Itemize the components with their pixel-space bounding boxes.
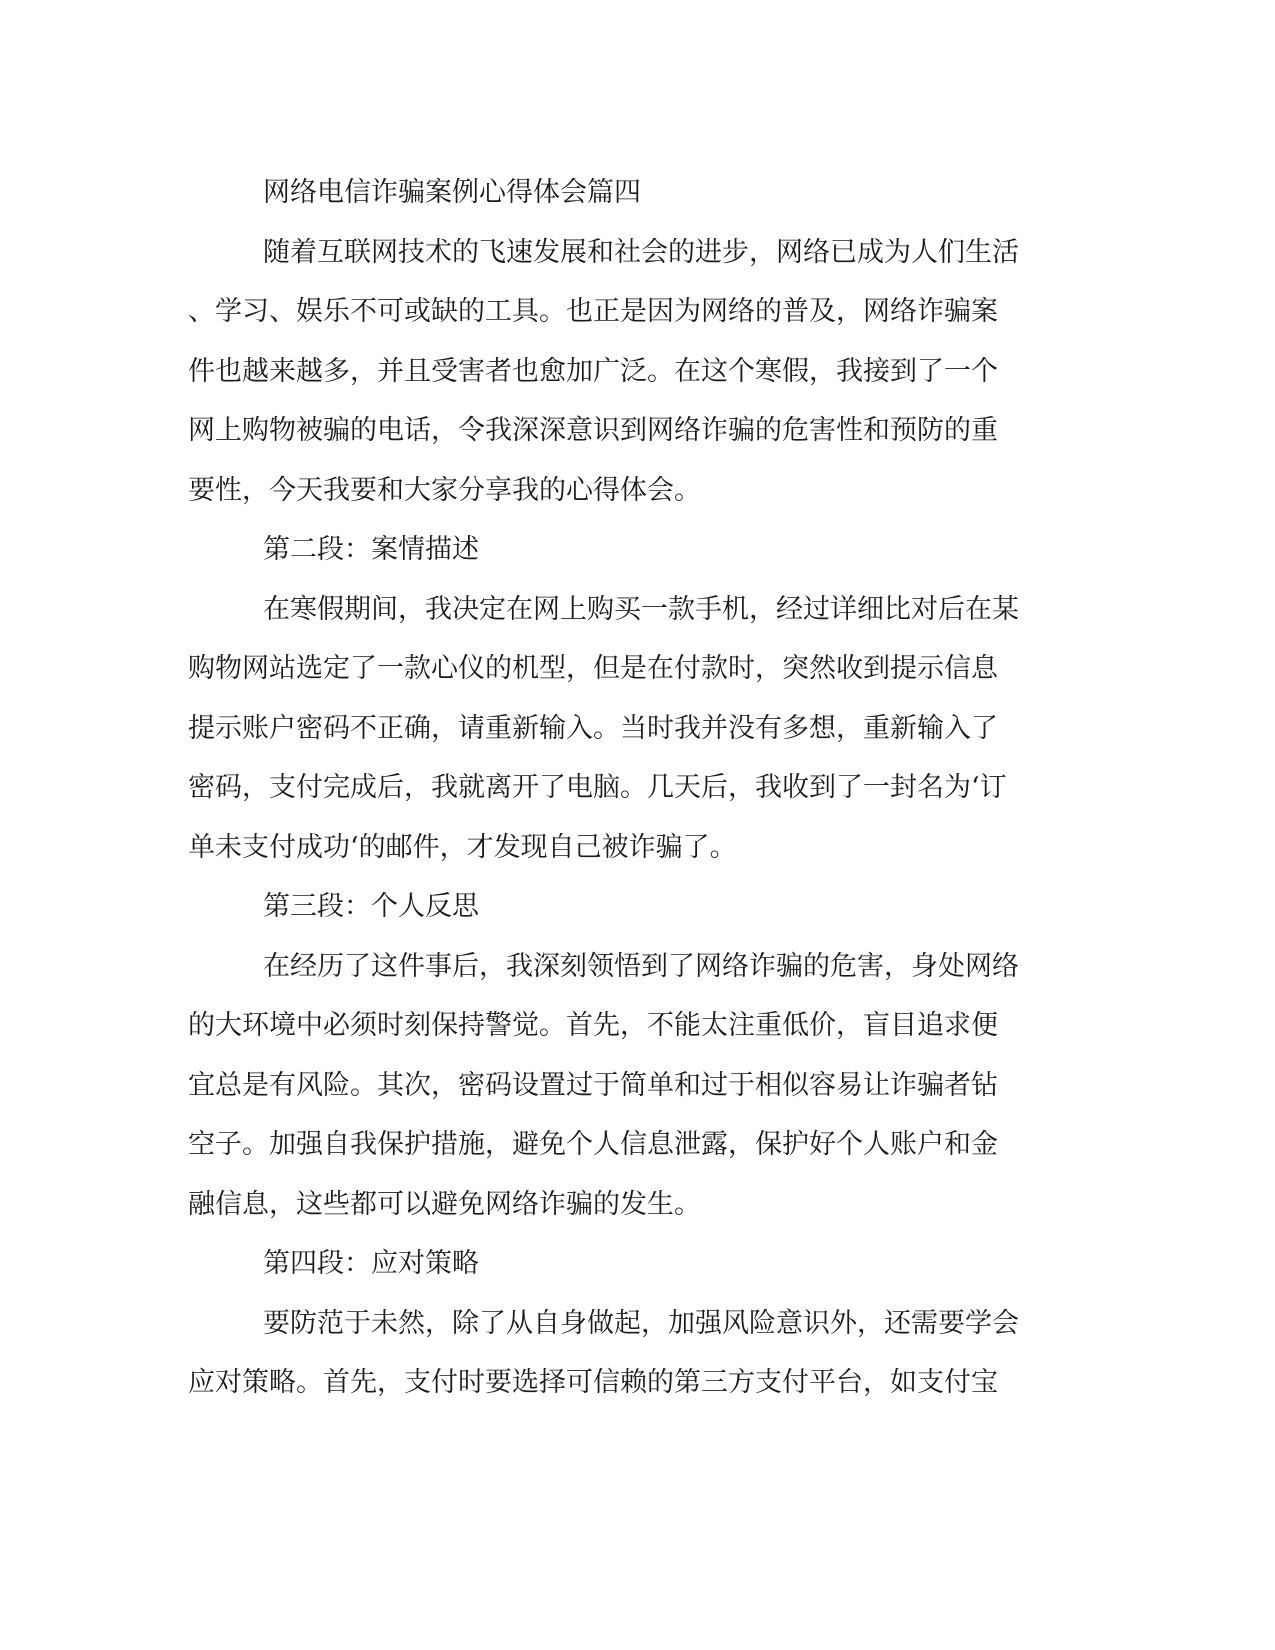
- document-title: 网络电信诈骗案例心得体会篇四: [263, 177, 641, 208]
- paragraph-2-line: 在寒假期间，我决定在网上购买一款手机，经过详细比对后在某: [263, 593, 1019, 625]
- paragraph-3-line: 在经历了这件事后，我深刻领悟到了网络诈骗的危害，身处网络: [263, 950, 1019, 982]
- paragraph-3-line: 空子。加强自我保护措施，避免个人信息泄露，保护好个人账户和金: [188, 1129, 998, 1160]
- paragraph-4-line: 应对策略。首先，支付时要选择可信赖的第三方支付平台，如支付宝: [188, 1367, 998, 1398]
- document-body: [188, 163, 1068, 1413]
- section-heading-3: 第三段：个人反思: [263, 891, 479, 922]
- section-heading-2: 第二段：案情描述: [263, 534, 479, 565]
- paragraph-3-line: 融信息，这些都可以避免网络诈骗的发生。: [188, 1188, 701, 1220]
- paragraph-1-line: 网上购物被骗的电话，令我深深意识到网络诈骗的危害性和预防的重: [188, 415, 998, 446]
- paragraph-3-line: 的大环境中必须时刻保持警觉。首先，不能太注重低价，盲目追求便: [188, 1010, 998, 1041]
- paragraph-1-line: 、学习、娱乐不可或缺的工具。也正是因为网络的普及，网络诈骗案: [188, 296, 998, 327]
- paragraph-1-line: 随着互联网技术的飞速发展和社会的进步，网络已成为人们生活: [263, 236, 1019, 268]
- section-heading-4: 第四段：应对策略: [263, 1248, 479, 1279]
- paragraph-1-line: 件也越来越多，并且受害者也愈加广泛。在这个寒假，我接到了一个: [188, 355, 998, 387]
- paragraph-4-line: 要防范于未然，除了从自身做起，加强风险意识外，还需要学会: [263, 1307, 1019, 1339]
- paragraph-2-line: 购物网站选定了一款心仪的机型，但是在付款时，突然收到提示信息: [188, 653, 998, 684]
- paragraph-2-line: 提示账户密码不正确，请重新输入。当时我并没有多想，重新输入了: [188, 712, 998, 744]
- paragraph-1-line: 要性，今天我要和大家分享我的心得体会。: [188, 474, 701, 506]
- paragraph-3-line: 宜总是有风险。其次，密码设置过于简单和过于相似容易让诈骗者钻: [188, 1069, 998, 1101]
- paragraph-2-line: 单未支付成功‘的邮件，才发现自己被诈骗了。: [188, 831, 737, 863]
- paragraph-2-line: 密码，支付完成后，我就离开了电脑。几天后，我收到了一封名为‘订: [188, 772, 1007, 803]
